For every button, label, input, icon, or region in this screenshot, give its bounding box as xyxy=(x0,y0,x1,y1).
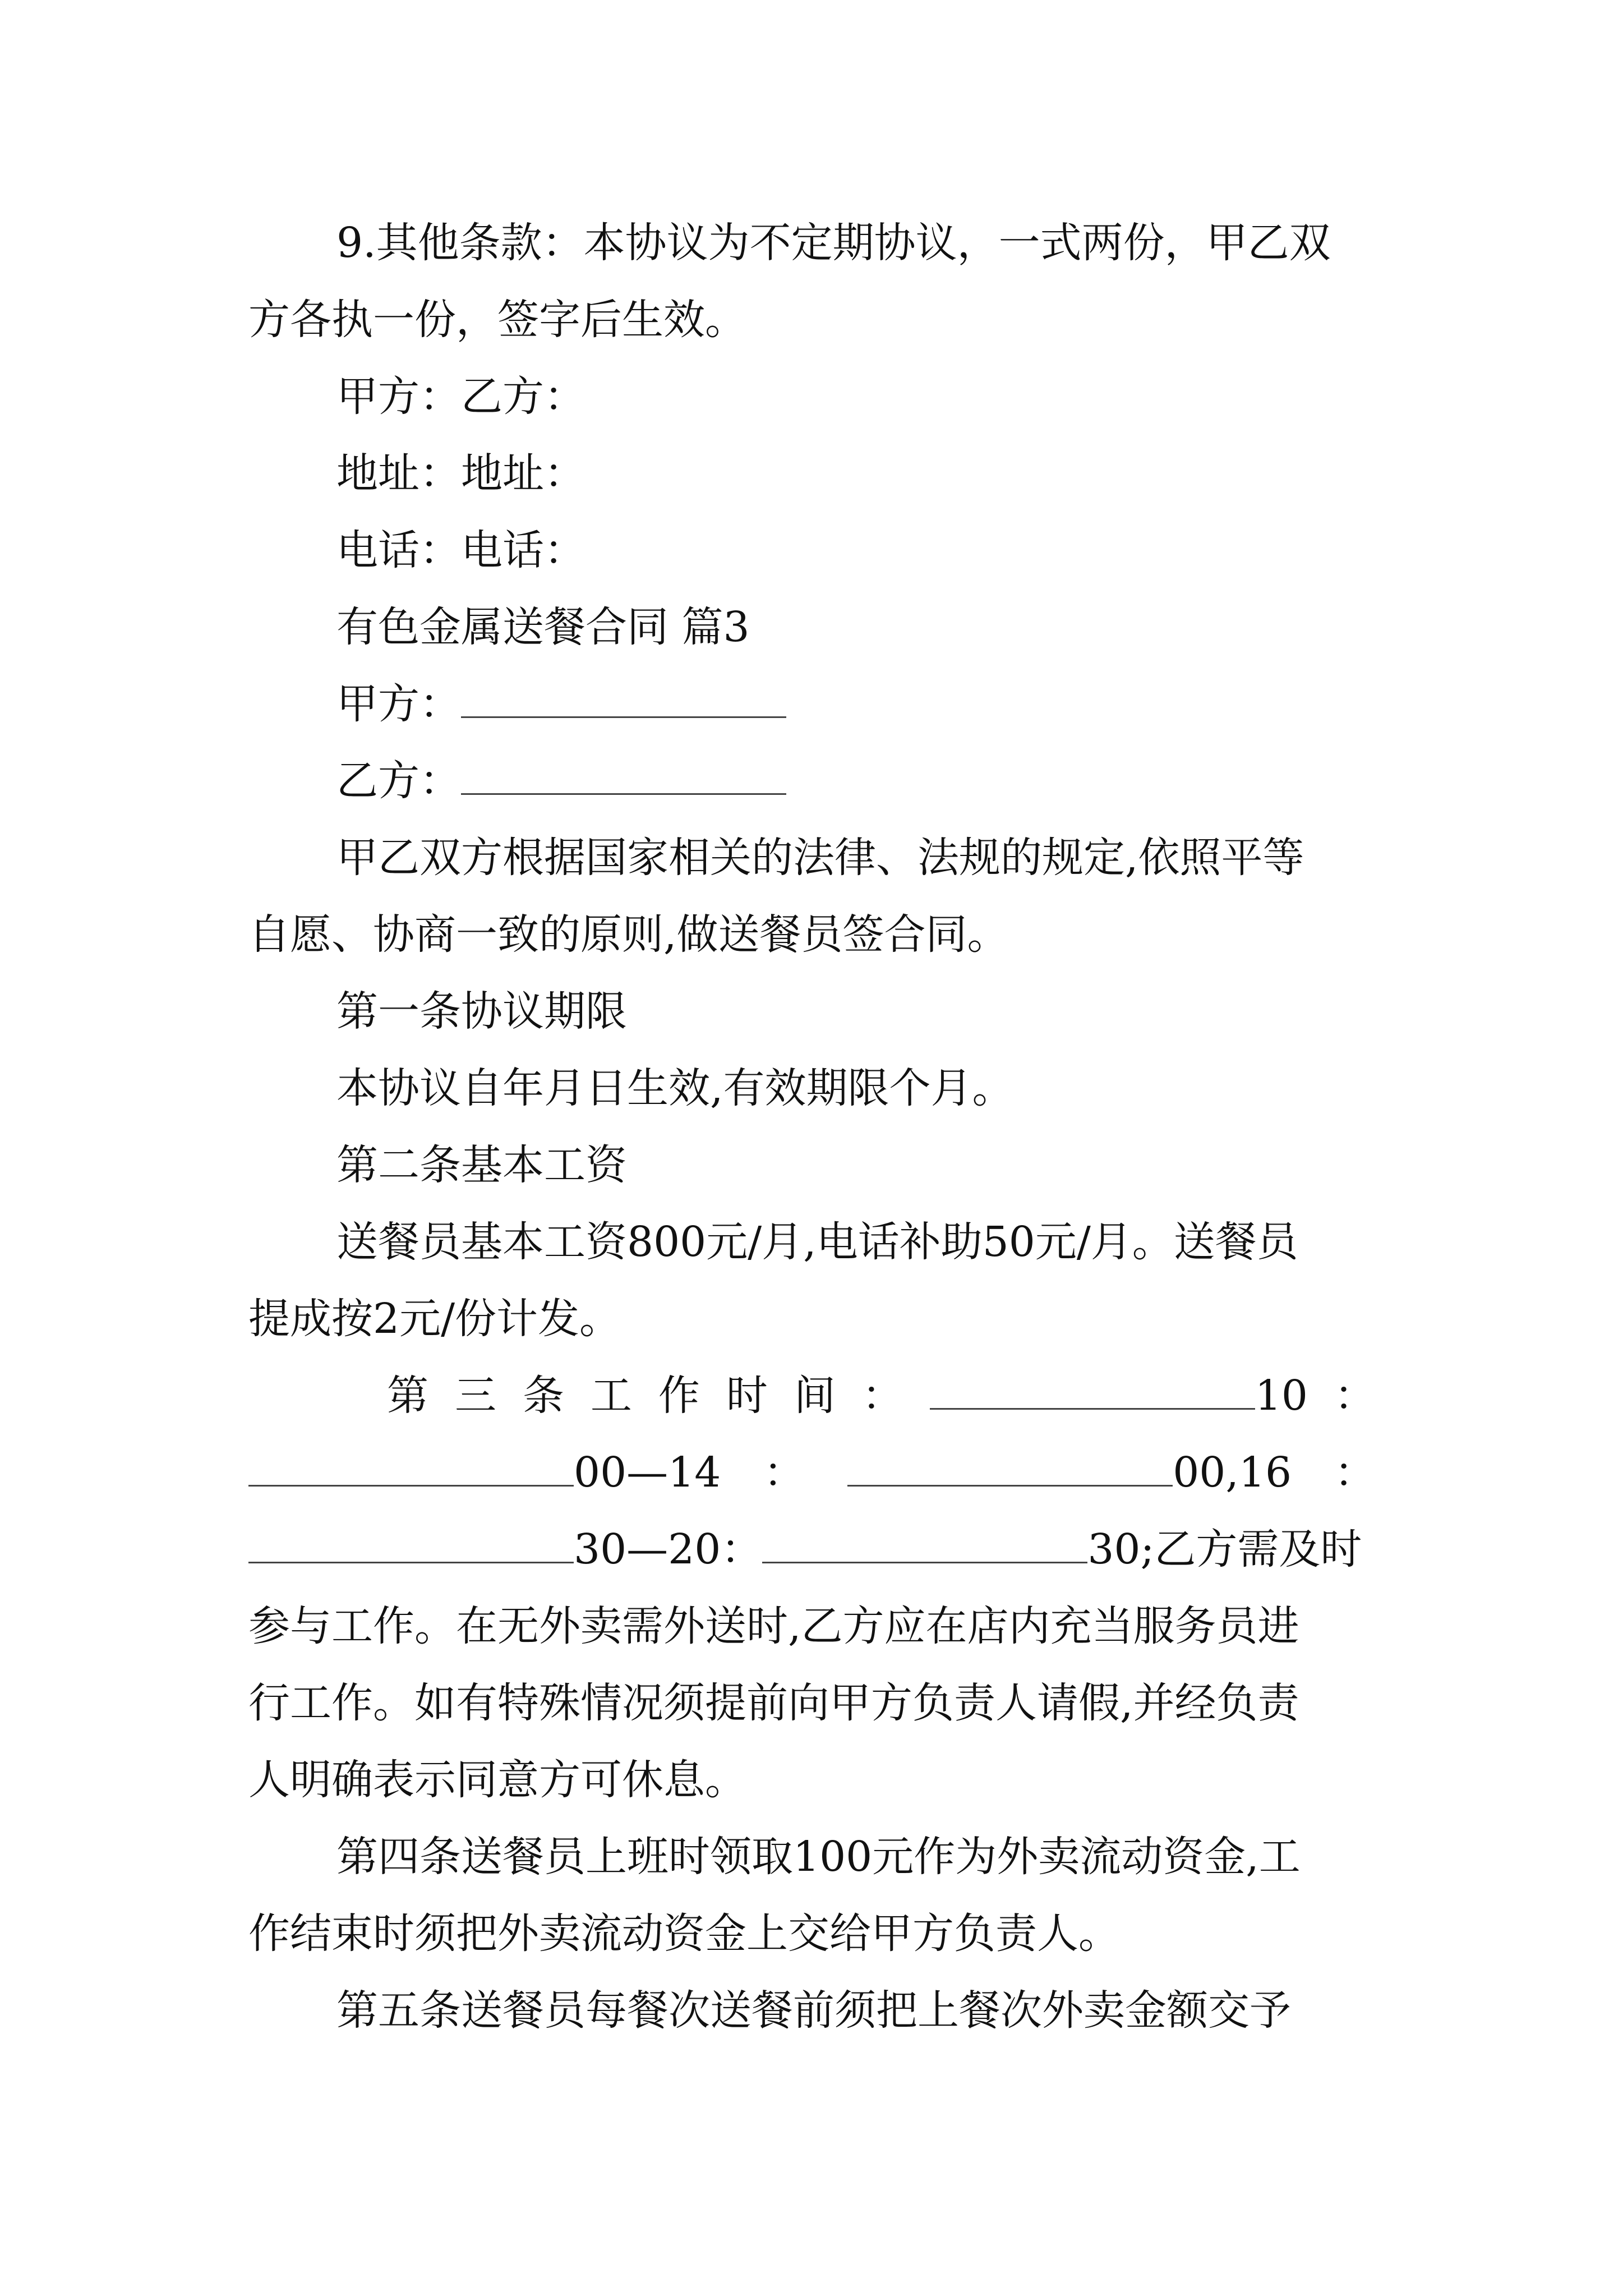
article1-body: 本协议自年月日生效,有效期限个月。 xyxy=(336,1064,1014,1112)
article3-time: 30;乙方需及时 xyxy=(1087,1525,1362,1573)
article1-title: 第一条协议期限 xyxy=(336,987,627,1036)
party-line: 甲方：乙方： xyxy=(336,372,585,421)
article3-char: 时 xyxy=(726,1372,768,1420)
work-time-blank xyxy=(930,1374,1255,1410)
article3-time: 30—20： xyxy=(574,1525,763,1573)
article3-line2 xyxy=(248,1444,1376,1501)
party-a-blank xyxy=(461,683,786,718)
article4-line1: 第四条送餐员上班时领取100元作为外卖流动资金,工 xyxy=(336,1833,1301,1881)
article3-line3 xyxy=(248,1521,1376,1577)
article3-line6: 人明确表示同意方可休息。 xyxy=(248,1756,746,1804)
article4-line2: 作结束时须把外卖流动资金上交给甲方负责人。 xyxy=(248,1910,1120,1958)
party-b-signature-line xyxy=(336,753,1376,809)
article2-line2: 提成按2元/份计发。 xyxy=(248,1295,621,1343)
article3-line5: 行工作。如有特殊情况须提前向甲方负责人请假,并经负责 xyxy=(248,1679,1299,1727)
article3-char: 三 xyxy=(454,1372,496,1420)
intro-line2: 自愿、协商一致的原则,做送餐员签合同。 xyxy=(248,910,1009,959)
party-a-label: 甲方： xyxy=(336,680,461,728)
article3-title-line xyxy=(387,1368,1376,1424)
article2-title: 第二条基本工资 xyxy=(336,1141,627,1189)
article3-time-segment: 10 xyxy=(930,1368,1308,1424)
article3-char: 作 xyxy=(658,1372,700,1420)
article2-line1: 送餐员基本工资800元/月,电话补助50元/月。送餐员 xyxy=(336,1218,1298,1266)
work-time-blank xyxy=(248,1528,574,1563)
article3-char: 工 xyxy=(590,1372,632,1420)
work-time-blank xyxy=(762,1528,1087,1563)
party-a-signature-line xyxy=(336,676,1376,732)
party-b-blank xyxy=(461,760,786,795)
work-time-blank xyxy=(847,1451,1173,1487)
article3-line4: 参与工作。在无外卖需外送时,乙方应在店内充当服务员进 xyxy=(248,1602,1299,1650)
intro-line1: 甲乙双方根据国家相关的法律、法规的规定,依照平等 xyxy=(336,834,1304,882)
article3-time-segment: 00—14 xyxy=(248,1444,721,1501)
article3-colon: ： xyxy=(1334,1448,1376,1497)
address-line: 地址：地址： xyxy=(336,449,585,498)
article3-colon: ： xyxy=(763,1448,805,1497)
work-time-blank xyxy=(248,1451,574,1487)
article3-char: 间 xyxy=(794,1372,836,1420)
clause9-line1: 9.其他条款：本协议为不定期协议，一式两份，甲乙双 xyxy=(336,219,1331,267)
article5-line1: 第五条送餐员每餐次送餐前须把上餐次外卖金额交予 xyxy=(336,1986,1291,2035)
phone-line: 电话：电话： xyxy=(336,526,585,574)
article3-char: 条 xyxy=(522,1372,564,1420)
article3-colon: ： xyxy=(1334,1372,1376,1420)
clause9-line2: 方各执一份，签字后生效。 xyxy=(248,296,746,344)
article3-time-segment: 00,16 xyxy=(847,1444,1292,1501)
section-title: 有色金属送餐合同 篇3 xyxy=(336,603,750,651)
article3-char: ： xyxy=(861,1372,903,1420)
article3-char: 第 xyxy=(387,1372,428,1420)
party-b-label: 乙方： xyxy=(336,757,461,805)
